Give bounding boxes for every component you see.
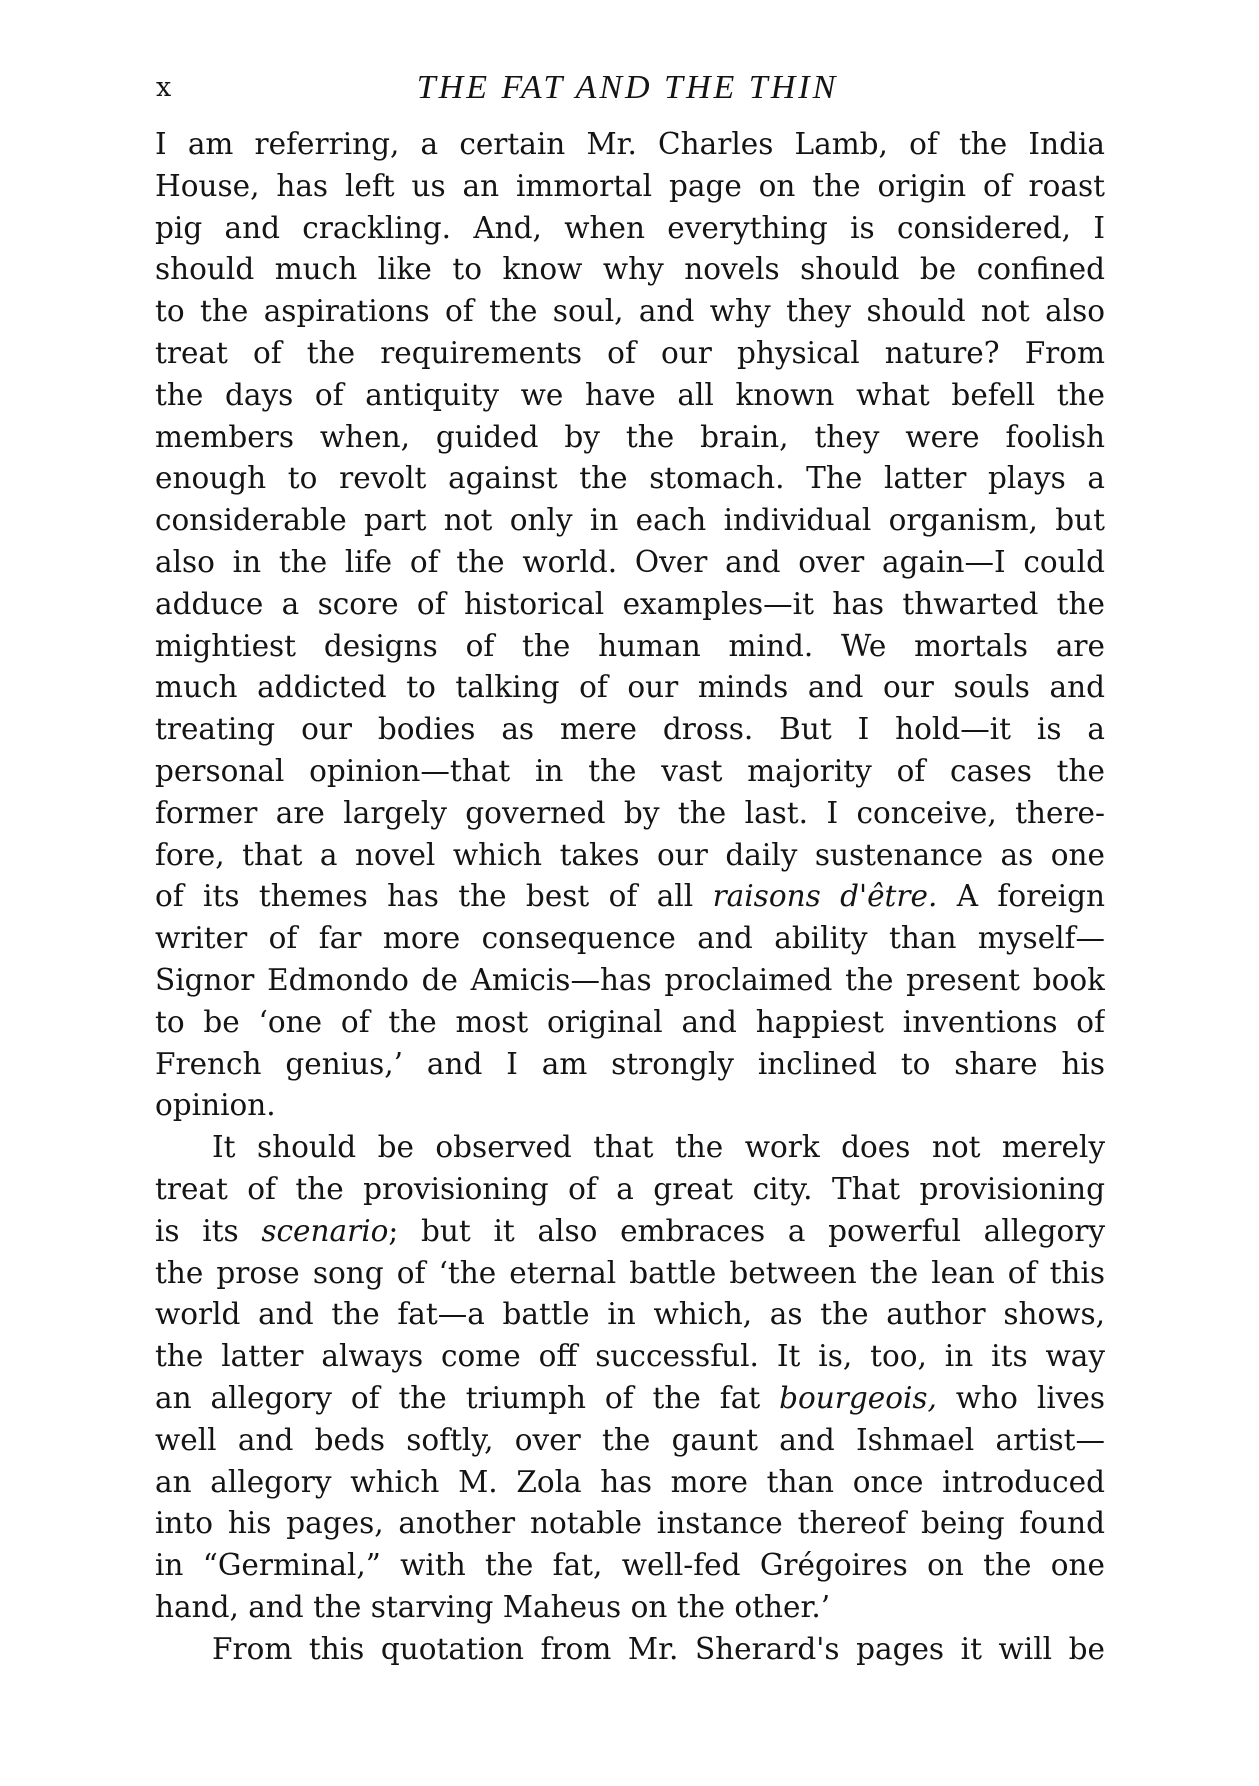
text-line: Signor Edmondo de Amicis—has proclaimed the present book: [155, 962, 1105, 997]
text-line: to the aspirations of the soul, and why they should not also: [155, 294, 1105, 329]
text-line: enough to revolt against the stomach. The latter plays a: [155, 461, 1105, 496]
text-line: adduce a score of historical examples—it has thwarted the: [155, 586, 1105, 621]
running-head: [150, 68, 1105, 108]
text-line: pig and crackling. And, when everything is considered, I: [155, 210, 1105, 245]
text-line: into his pages, another notable instance thereof being found: [155, 1506, 1105, 1541]
text-line: [155, 1378, 1105, 1420]
book-title: THE FAT AND THE THIN: [416, 69, 839, 106]
text-line: an allegory which M. Zola has more than once introduced: [155, 1464, 1105, 1499]
text-line: members when, guided by the brain, they were foolish: [155, 419, 1105, 454]
text-run: is its: [155, 1213, 262, 1248]
text-run: ; but it also embraces a powerful allegory: [388, 1213, 1105, 1248]
text-run: who lives: [936, 1380, 1105, 1415]
italic-phrase: raisons d'être.: [712, 879, 938, 914]
text-line: treat of the provisioning of a great city. That provisioning: [155, 1171, 1105, 1206]
text-run: A foreign: [937, 879, 1105, 914]
text-run: an allegory of the triumph of the fat: [155, 1380, 780, 1415]
italic-phrase: bourgeois,: [779, 1380, 937, 1415]
text-line: also in the life of the world. Over and over again—I could: [155, 544, 1105, 579]
text-line: the latter always come off successful. It is, too, in its way: [155, 1339, 1105, 1374]
text-line: hand, and the starving Maheus on the other.’: [155, 1589, 831, 1624]
text-line: From this quotation from Mr. Sherard's pages it will be: [212, 1631, 1105, 1666]
text-line: It should be observed that the work does not merely: [212, 1130, 1105, 1165]
text-line: mightiest designs of the human mind. We mortals are: [155, 628, 1105, 663]
text-line: much addicted to talking of our minds and our souls and: [155, 670, 1105, 705]
text-line: the days of antiquity we have all known what befell the: [155, 377, 1105, 412]
text-line: opinion.: [155, 1088, 276, 1123]
text-line: to be ‘one of the most original and happiest inventions of: [155, 1004, 1105, 1039]
page-number: x: [156, 72, 172, 103]
text-line: treat of the requirements of our physical nature? From: [155, 335, 1105, 370]
text-line: personal opinion—that in the vast majority of cases the: [155, 753, 1105, 788]
text-line: well and beds softly, over the gaunt and Ishmael artist—: [155, 1422, 1105, 1457]
text-line: the prose song of ‘the eternal battle between the lean of this: [155, 1255, 1105, 1290]
text-line: treating our bodies as mere dross. But I hold—it is a: [155, 712, 1105, 747]
text-line: [155, 1211, 1105, 1253]
italic-phrase: scenario: [261, 1213, 389, 1248]
text-line: writer of far more consequence and ability than myself—: [155, 921, 1105, 956]
text-line: [155, 876, 1105, 918]
text-line: should much like to know why novels should be confined: [155, 252, 1105, 287]
text-line: French genius,’ and I am strongly inclined to share his: [155, 1046, 1105, 1081]
text-line: I am referring, a certain Mr. Charles Lamb, of the India: [155, 127, 1105, 161]
text-line: fore, that a novel which takes our daily sustenance as one: [155, 837, 1105, 872]
text-line: world and the fat—a battle in which, as the author shows,: [155, 1297, 1105, 1332]
text-line: in “Germinal,” with the fat, well-fed Grégoires on the one: [155, 1548, 1105, 1583]
text-line: former are largely governed by the last. I conceive, there-: [155, 795, 1105, 830]
text-line: considerable part not only in each individual organism, but: [155, 503, 1105, 538]
text-run: of its themes has the best of all: [155, 879, 713, 914]
body-text: [155, 124, 1105, 1670]
text-line: House, has left us an immortal page on the origin of roast: [155, 168, 1105, 203]
